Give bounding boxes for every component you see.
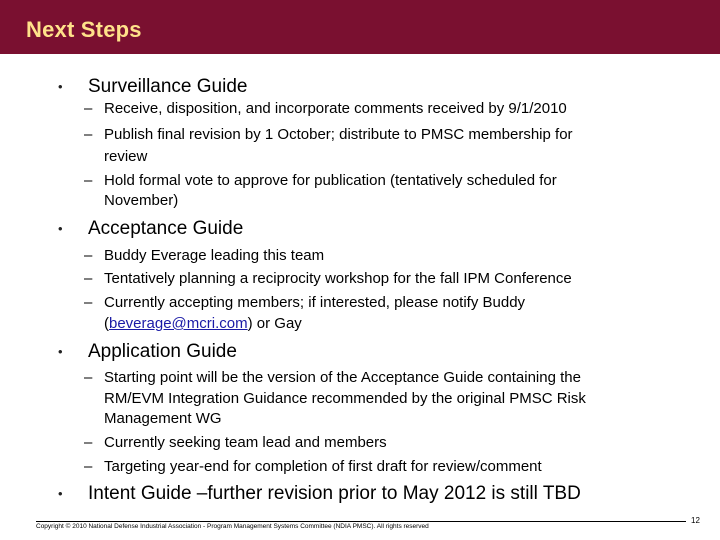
sub-bullet bbox=[0, 271, 720, 289]
sub-bullet-text: Targeting year-end for completion of first draft for review/comment bbox=[104, 458, 542, 475]
bullet-heading: Acceptance Guide bbox=[88, 218, 244, 239]
sub-bullet-continuation bbox=[0, 149, 720, 167]
footer-copyright: Copyright © 2010 National Defense Industrial Association - Program Management Systems Committee (NDIA PMSC). All rights reserved bbox=[36, 523, 429, 530]
sub-bullet-continuation bbox=[0, 391, 720, 409]
bullet-acceptance-guide bbox=[0, 219, 720, 243]
paren-close-text: ) or Gay bbox=[247, 315, 302, 332]
sub-bullet bbox=[0, 173, 720, 191]
sub-bullet-continuation bbox=[0, 316, 720, 334]
dash-icon: – bbox=[84, 270, 93, 287]
dash-icon: – bbox=[84, 126, 93, 143]
bullet-surveillance-guide bbox=[0, 77, 720, 101]
sub-bullet bbox=[0, 370, 720, 388]
sub-bullet-text: Management WG bbox=[104, 410, 222, 427]
bullet-dot-icon: • bbox=[58, 344, 63, 359]
sub-bullet bbox=[0, 127, 720, 145]
sub-bullet-continuation bbox=[0, 193, 720, 211]
dash-icon: – bbox=[84, 294, 93, 311]
sub-bullet-text: Hold formal vote to approve for publication (tentatively scheduled for bbox=[104, 172, 557, 189]
sub-bullet-text: Buddy Everage leading this team bbox=[104, 247, 325, 264]
bullet-application-guide bbox=[0, 342, 720, 366]
sub-bullet-text: November) bbox=[104, 192, 179, 209]
sub-bullet-text: Tentatively planning a reciprocity workshop for the fall IPM Conference bbox=[104, 270, 572, 287]
bullet-heading: Application Guide bbox=[88, 341, 237, 362]
sub-bullet-continuation bbox=[0, 411, 720, 429]
sub-bullet bbox=[0, 435, 720, 453]
email-link[interactable]: beverage@mcri.com bbox=[109, 315, 248, 332]
sub-bullet bbox=[0, 459, 720, 477]
sub-bullet-text: Currently accepting members; if interested, please notify Buddy bbox=[104, 294, 526, 311]
dash-icon: – bbox=[84, 100, 93, 117]
sub-bullet bbox=[0, 248, 720, 266]
page-number: 12 bbox=[691, 516, 700, 525]
sub-bullet-text: RM/EVM Integration Guidance recommended by the original PMSC Risk bbox=[104, 390, 586, 407]
sub-bullet bbox=[0, 295, 720, 313]
bullet-dot-icon: • bbox=[58, 221, 63, 236]
sub-bullet-text: review bbox=[104, 148, 148, 165]
sub-bullet-text: Publish final revision by 1 October; distribute to PMSC membership for bbox=[104, 126, 573, 143]
sub-bullet-text bbox=[104, 316, 302, 331]
dash-icon: – bbox=[84, 369, 93, 386]
sub-bullet bbox=[0, 101, 720, 119]
sub-bullet-text: Starting point will be the version of the Acceptance Guide containing the bbox=[104, 369, 581, 386]
paren-open: ( bbox=[104, 315, 109, 332]
footer-divider bbox=[36, 521, 686, 522]
sub-bullet-text: Receive, disposition, and incorporate comments received by 9/1/2010 bbox=[104, 100, 567, 117]
bullet-dot-icon: • bbox=[58, 486, 63, 501]
bullet-heading: Intent Guide –further revision prior to May 2012 is still TBD bbox=[88, 483, 581, 504]
dash-icon: – bbox=[84, 172, 93, 189]
title-bar bbox=[0, 0, 720, 54]
dash-icon: – bbox=[84, 458, 93, 475]
bullet-dot-icon: • bbox=[58, 79, 63, 94]
sub-bullet-text: Currently seeking team lead and members bbox=[104, 434, 387, 451]
page-title: Next Steps bbox=[26, 17, 142, 42]
dash-icon: – bbox=[84, 434, 93, 451]
bullet-heading: Surveillance Guide bbox=[88, 76, 248, 97]
dash-icon: – bbox=[84, 247, 93, 264]
bullet-intent-guide bbox=[0, 484, 720, 508]
